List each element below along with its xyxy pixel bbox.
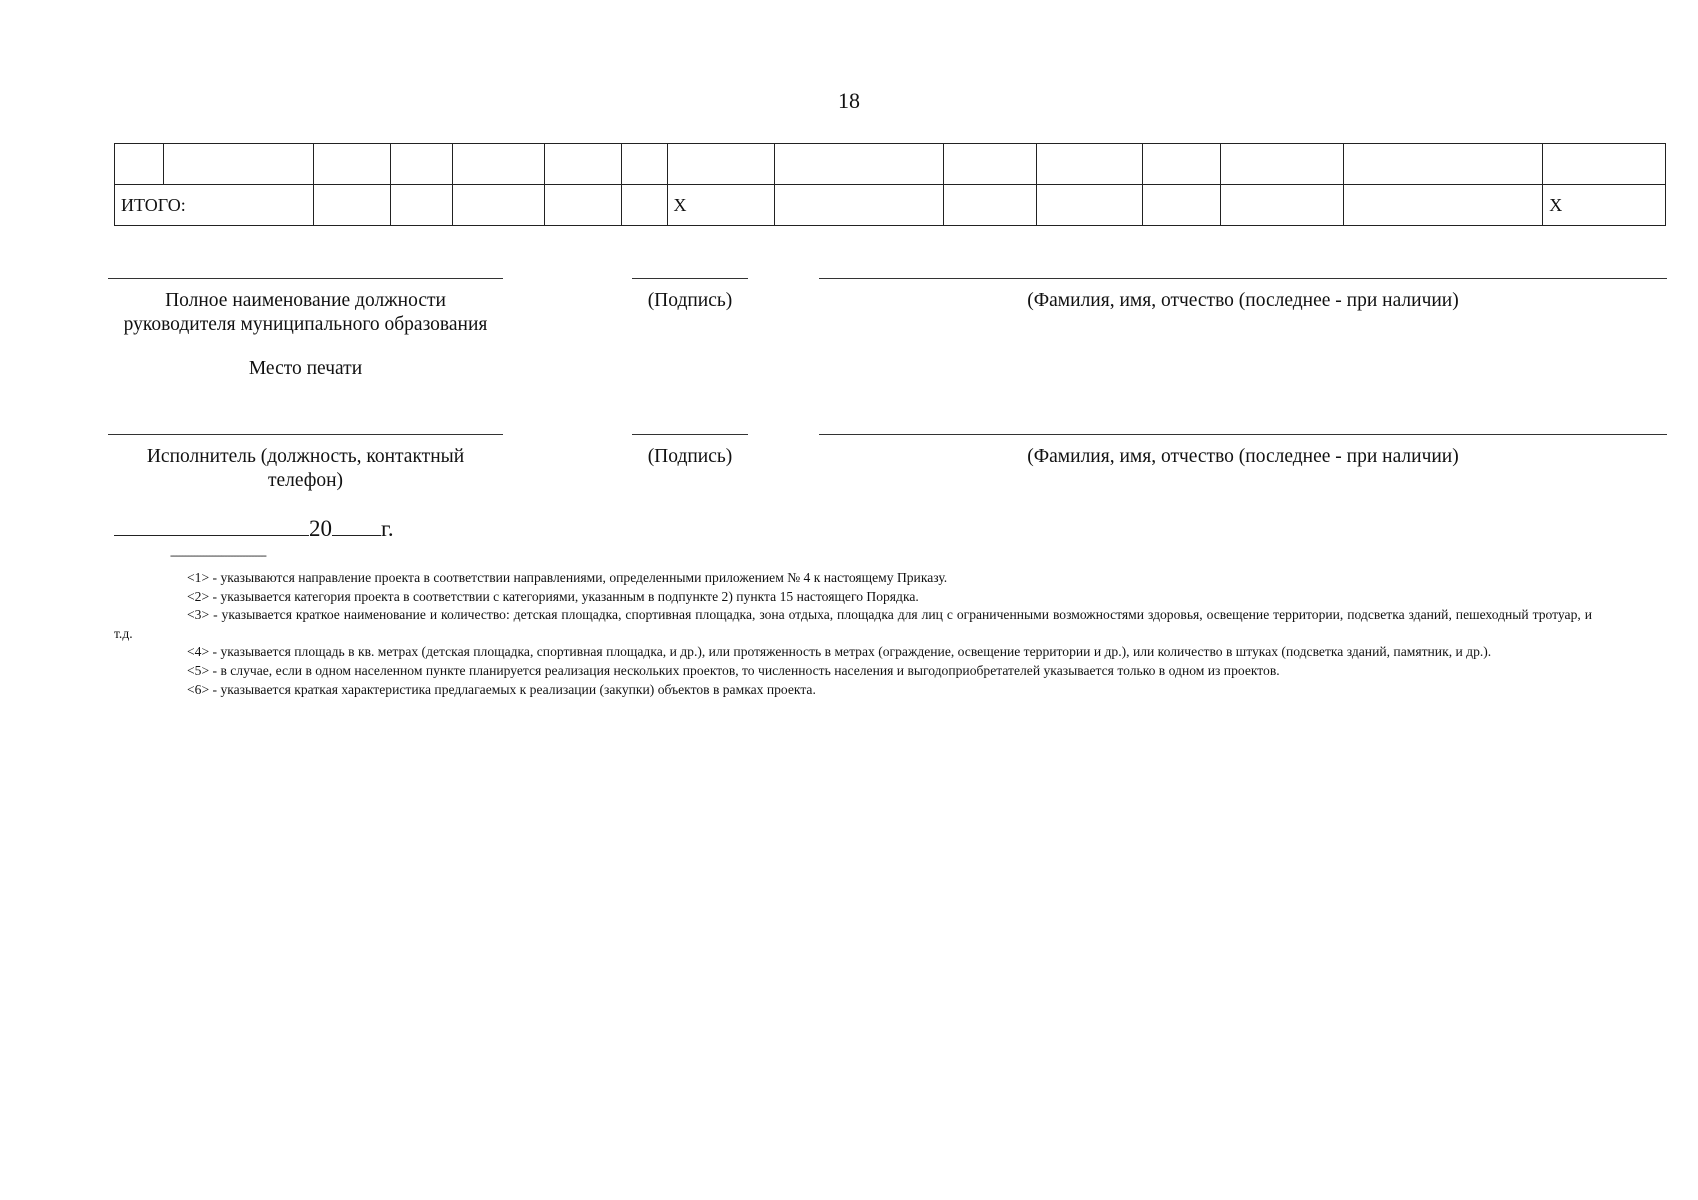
- table-cell: [391, 144, 453, 185]
- year-blank: [332, 513, 381, 536]
- signature-line: [632, 278, 748, 279]
- footnotes: [114, 569, 1592, 699]
- table-cell: [544, 185, 621, 226]
- table-cell: [1343, 144, 1542, 185]
- executor-line: [108, 434, 503, 435]
- full-name-line: [819, 278, 1667, 279]
- table-cell: [391, 185, 453, 226]
- footnote-6: <6> - указывается краткая характеристика предлагаемых к реализации (закупки) объектов в рамках проекта.: [187, 681, 816, 697]
- date-line: [114, 513, 394, 542]
- signature-caption: (Подпись): [647, 446, 733, 467]
- summary-table: [114, 143, 1666, 226]
- table-cell: [164, 144, 314, 185]
- year-suffix: г.: [381, 516, 394, 541]
- position-signature-line: [108, 278, 503, 279]
- footnote-2: <2> - указывается категория проекта в соответствии с категориями, указанным в подпункте 2) пункта 15 настоящего Порядка.: [187, 588, 919, 604]
- table-cell: [1221, 185, 1344, 226]
- caption-line: Исполнитель (должность, контактный: [146, 446, 465, 467]
- footnote-1: <1> - указываются направление проекта в соответствии направлениями, определенными приложением № 4 к настоящему Приказу.: [187, 570, 948, 585]
- table-cell: [943, 144, 1036, 185]
- x-mark-cell: Х: [667, 185, 775, 226]
- table-cell: [667, 144, 775, 185]
- footnote-5: <5> - в случае, если в одном населенном пункте планируется реализация нескольких проектов, то численность населения и выгодоприобретателей указывается только в одном из проектов.: [187, 662, 1280, 678]
- year-prefix: 20: [309, 516, 332, 541]
- executor-caption: [108, 445, 503, 493]
- table-cell: [621, 185, 667, 226]
- table-cell: [1036, 144, 1143, 185]
- table-cell: [115, 144, 164, 185]
- table-cell: [775, 144, 944, 185]
- total-row: [115, 185, 1666, 226]
- table-cell: [1143, 144, 1221, 185]
- date-blank: [114, 513, 309, 536]
- table-cell: [453, 185, 545, 226]
- table-cell: [1343, 185, 1542, 226]
- table-cell: [775, 185, 944, 226]
- table-cell: [314, 185, 391, 226]
- x-mark-cell: Х: [1543, 185, 1666, 226]
- full-name-caption: (Фамилия, имя, отчество (последнее - при наличии): [1027, 446, 1459, 467]
- signature-line: [632, 434, 748, 435]
- total-label: ИТОГО:: [115, 185, 314, 226]
- caption-line: Полное наименование должности: [165, 290, 446, 311]
- footnote-3: <3> - указывается краткое наименование и количество: детская площадка, спортивная площадка, зона отдыха, площадка для лиц с ограниченными возможностями здоровья, освещение территории, подсветка зданий, пешеходный тротуар, и т.д.: [114, 607, 1592, 641]
- full-name-caption: (Фамилия, имя, отчество (последнее - при наличии): [1027, 290, 1459, 311]
- page-number: 18: [838, 88, 860, 113]
- table-cell: [621, 144, 667, 185]
- table-cell: [1036, 185, 1143, 226]
- table-cell: [1143, 185, 1221, 226]
- table-cell: [453, 144, 545, 185]
- full-name-line: [819, 434, 1667, 435]
- table-cell: [544, 144, 621, 185]
- table-row: [115, 144, 1666, 185]
- signature-caption: (Подпись): [647, 290, 733, 311]
- caption-line: руководителя муниципального образования: [123, 314, 488, 335]
- table-cell: [943, 185, 1036, 226]
- footnote-separator: --------------------------------: [170, 548, 266, 562]
- caption-line: телефон): [267, 470, 344, 491]
- table-cell: [1543, 144, 1666, 185]
- table-cell: [1221, 144, 1344, 185]
- stamp-place-label: Место печати: [248, 358, 363, 379]
- table-cell: [314, 144, 391, 185]
- footnote-4: <4> - указывается площадь в кв. метрах (детская площадка, спортивная площадка, и др.), или протяженность в метрах (ограждение, освещение территории и др.), или количество в штуках (подсветка зданий, памятник, и др.).: [187, 644, 1492, 660]
- position-caption: [108, 289, 503, 337]
